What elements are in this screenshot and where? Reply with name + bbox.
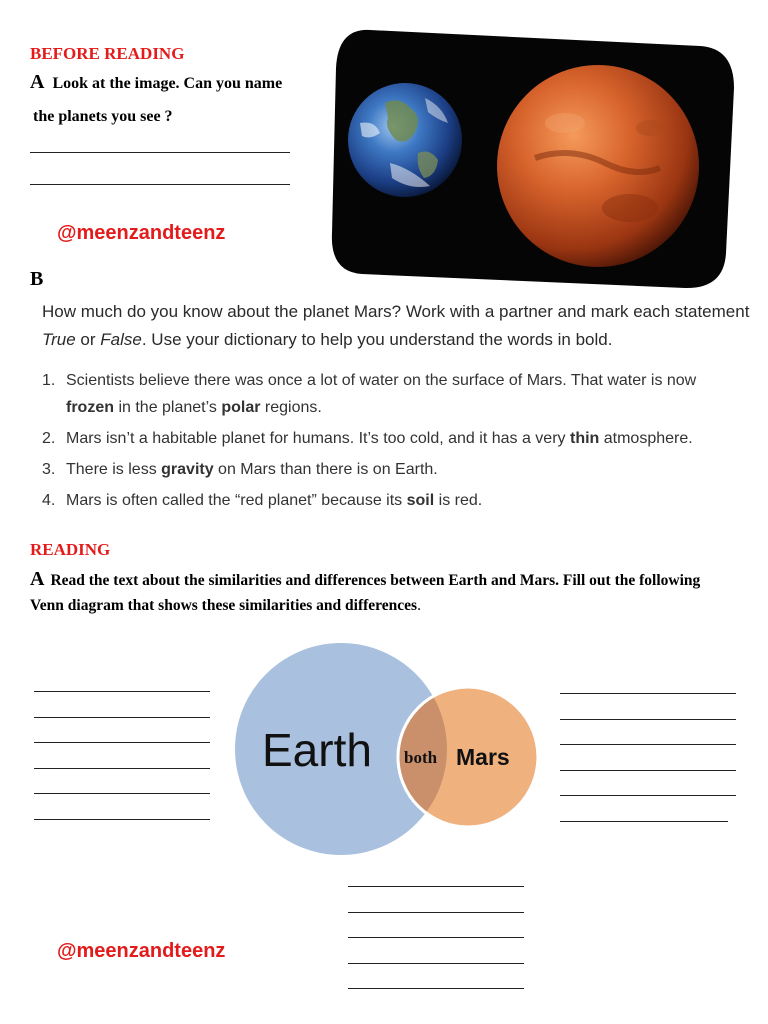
statement-number: 3. <box>42 461 56 478</box>
statement-text: Mars is often called the “red planet” because its soil is red. <box>66 492 483 509</box>
earth-answer-line[interactable] <box>34 717 210 718</box>
true-false-statements <box>42 367 742 514</box>
earth-answer-line[interactable] <box>34 691 210 692</box>
mars-answer-line[interactable] <box>560 821 728 822</box>
statement-text: Mars isn’t a habitable planet for humans. It’s too cold, and it has a very thin atmosphere. <box>66 430 693 447</box>
reading-heading: READING <box>30 540 111 559</box>
watermark-handle-bottom: @meenzandteenz <box>57 940 226 962</box>
answer-blank-2[interactable] <box>30 184 290 185</box>
section-b-letter: B <box>30 268 44 290</box>
statement-item <box>42 456 742 483</box>
both-answer-line[interactable] <box>348 937 524 938</box>
mars-planet-icon <box>497 65 699 267</box>
statement-item <box>42 487 742 514</box>
earth-answer-line[interactable] <box>34 793 210 794</box>
venn-diagram <box>226 642 548 860</box>
question-a-line1 <box>30 71 282 94</box>
question-a-letter: A <box>30 71 45 93</box>
mars-answer-line[interactable] <box>560 693 736 694</box>
statement-item <box>42 425 742 452</box>
both-label: both <box>404 748 438 767</box>
statement-item <box>42 367 742 421</box>
earth-label: Earth <box>262 724 372 776</box>
mars-answer-line[interactable] <box>560 719 736 720</box>
both-answer-lines <box>348 886 524 1014</box>
mars-label: Mars <box>456 744 510 770</box>
mars-answer-line[interactable] <box>560 744 736 745</box>
mars-answer-line[interactable] <box>560 795 736 796</box>
reading-a-prompt-end: . <box>417 597 421 614</box>
intro-text-part2: . Use your dictionary to help you understand the words in bold. <box>141 330 613 349</box>
statement-number: 2. <box>42 430 56 447</box>
earth-answer-line[interactable] <box>34 768 210 769</box>
earth-answer-line[interactable] <box>34 819 210 820</box>
reading-a-prompt: Read the text about the similarities and differences between Earth and Mars. Fill out the following Venn diagram that shows these similarities and differences <box>30 572 701 614</box>
answer-blank-1[interactable] <box>30 152 290 153</box>
intro-false-word: False <box>100 330 142 349</box>
statement-text: Scientists believe there was once a lot of water on the surface of Mars. That water is now frozen in the planet’s polar regions. <box>66 372 697 416</box>
statement-text: There is less gravity on Mars than there is on Earth. <box>66 461 438 478</box>
question-a-prompt-line2: the planets you see ? <box>33 108 173 125</box>
earth-planet-icon <box>348 83 462 197</box>
reading-question-a <box>30 567 730 618</box>
intro-true-word: True <box>42 330 76 349</box>
both-answer-line[interactable] <box>348 912 524 913</box>
before-reading-heading: BEFORE READING <box>30 44 185 63</box>
mars-answer-line[interactable] <box>560 770 736 771</box>
mars-answer-lines <box>560 693 736 846</box>
earth-answer-line[interactable] <box>34 742 210 743</box>
intro-text-part1: How much do you know about the planet Mars? Work with a partner and mark each statement <box>42 302 750 321</box>
both-answer-line[interactable] <box>348 963 524 964</box>
intro-or-word: or <box>75 330 101 349</box>
both-answer-line[interactable] <box>348 988 524 989</box>
watermark-handle-top: @meenzandteenz <box>57 222 226 244</box>
statement-number: 4. <box>42 492 56 509</box>
question-a-prompt-line1: Look at the image. Can you name <box>52 75 283 92</box>
section-b-intro <box>42 298 752 354</box>
earth-answer-lines <box>34 691 210 844</box>
statement-number: 1. <box>42 372 56 389</box>
both-answer-line[interactable] <box>348 886 524 887</box>
earth-mars-photo <box>330 28 735 290</box>
reading-a-letter: A <box>30 568 45 590</box>
